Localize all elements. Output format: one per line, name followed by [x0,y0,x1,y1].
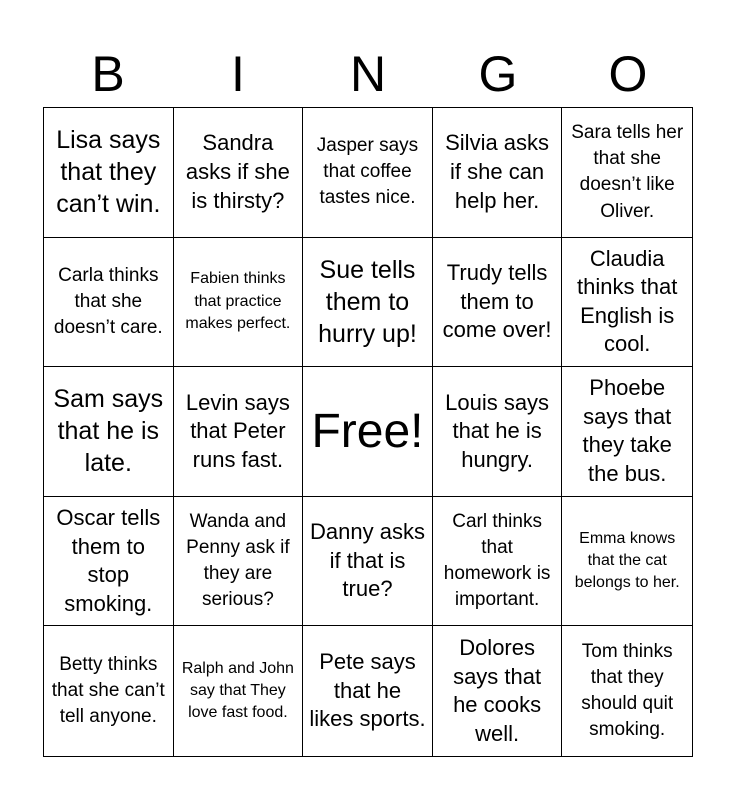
bingo-board [43,107,693,757]
header-letter-g: G [478,46,518,102]
header-letter-n: N [349,46,387,102]
bingo-header [43,42,693,106]
bingo-cell: Fabien thinks that practice makes perfect. [174,238,304,368]
bingo-cell: Wanda and Penny ask if they are serious? [174,497,304,627]
bingo-cell: Dolores says that he cooks well. [433,626,563,756]
bingo-cell: Pete says that he likes sports. [303,626,433,756]
bingo-cell: Sandra asks if she is thirsty? [174,108,304,238]
bingo-cell: Jasper says that coffee tastes nice. [303,108,433,238]
bingo-cell: Tom thinks that they should quit smoking. [581,640,674,741]
bingo-cell: Trudy tells them to come over! [433,238,563,368]
bingo-cell: Betty thinks that she can’t tell anyone. [44,626,174,756]
bingo-cell: Danny asks if that is true? [303,497,433,627]
bingo-cell: Levin says that Peter runs fast. [174,367,304,497]
bingo-cell: Claudia thinks that English is cool. [562,238,692,368]
free-space: Free! [303,367,433,497]
bingo-cell: Sara tells her that she doesn’t like Oliver. [562,108,692,238]
bingo-cell: Emma knows that the cat belongs to her. [562,497,692,627]
header-letter-o: O [608,46,648,102]
bingo-cell: Lisa says that they can’t win. [44,108,174,238]
bingo-cell: Sue tells them to hurry up! [303,238,433,368]
bingo-cell: Ralph and John say that They love fast food. [174,626,304,756]
bingo-cell: Phoebe says that they take the bus. [562,367,692,497]
bingo-cell: Silvia asks if she can help her. [433,108,563,238]
header-letter-b: B [91,46,125,102]
bingo-cell: Carl thinks that homework is important. [433,497,563,627]
header-letter-i: I [231,46,245,102]
bingo-cell: Louis says that he is hungry. [433,367,563,497]
bingo-cell: Carla thinks that she doesn’t care. [44,238,174,368]
bingo-cell: Sam says that he is late. [44,367,174,497]
bingo-cell: Oscar tells them to stop smoking. [44,497,174,627]
